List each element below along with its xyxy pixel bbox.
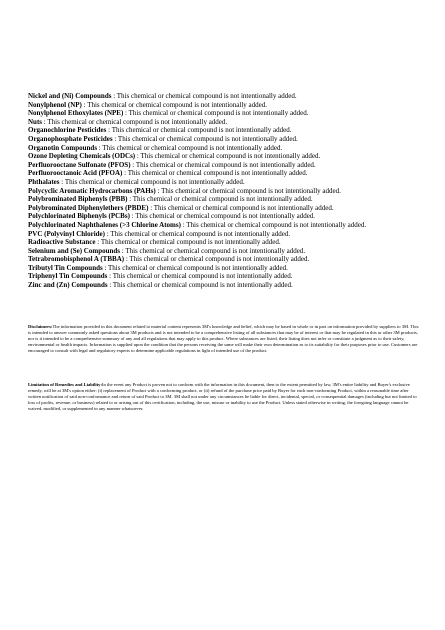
compound-statement: This chemical or chemical compound is not intentionally added. <box>116 92 297 100</box>
compound-row <box>28 178 428 187</box>
compound-statement: This chemical or chemical compound is not intentionally added. <box>102 143 283 152</box>
separator: : <box>107 272 113 281</box>
separator: : <box>81 100 88 109</box>
compound-name: Polybrominated Diphenylethers (PBDE) <box>28 203 149 212</box>
compound-statement: This chemical or chemical compound is not intentionally added. <box>100 238 281 247</box>
separator: : <box>123 109 129 118</box>
compound-statement: This chemical or chemical compound is not intentionally added. <box>135 212 316 221</box>
compound-name: Perfluorooctanoic Acid (PFOA) <box>28 169 123 178</box>
compound-name: Organochlorine Pesticides <box>28 126 107 135</box>
compound-name: Radioactive Substance <box>28 238 96 247</box>
compound-row <box>28 135 428 144</box>
compound-statement: This chemical or chemical compound is not intentionally added. <box>87 100 268 109</box>
disclaimer-paragraph <box>28 324 420 354</box>
separator: : <box>180 220 187 229</box>
separator: : <box>122 169 128 178</box>
compound-name: Selenium and (Se) Compounds <box>28 246 120 255</box>
separator: : <box>111 92 117 100</box>
compound-statement: This chemical or chemical compound is not intentionally added. <box>128 109 309 118</box>
compound-row <box>28 92 428 101</box>
compound-row <box>28 255 428 264</box>
separator: : <box>106 126 112 135</box>
separator: : <box>97 143 103 152</box>
compound-name: Phthalates <box>28 177 60 186</box>
compound-name: Ozone Depleting Chemicals (ODCs) <box>28 152 136 161</box>
separator: : <box>95 238 101 247</box>
compound-statement: This chemical or chemical compound is not intentionally added. <box>125 246 306 255</box>
compound-row <box>28 169 428 178</box>
compound-row <box>28 152 428 161</box>
limitation-heading: Limitation of Remedies and Liability: <box>28 382 103 387</box>
compound-statement: This chemical or chemical compound is not intentionally added. <box>153 203 334 212</box>
compound-name: Zinc and (Zn) Compounds <box>28 281 108 290</box>
compound-statement: This chemical or chemical compound is not intentionally added. <box>111 126 292 135</box>
compound-statement: This chemical or chemical compound is not intentionally added. <box>135 160 316 169</box>
compound-row <box>28 161 428 170</box>
separator: : <box>127 195 133 204</box>
compound-name: PVC (Polyvinyl Chloride) <box>28 229 105 238</box>
compound-name: Perfluorooctane Sulfonate (PFOS) <box>28 160 131 169</box>
compound-row <box>28 281 428 290</box>
separator: : <box>42 117 48 126</box>
compound-statement: This chemical or chemical compound is not intentionally added. <box>140 152 321 161</box>
separator: : <box>130 160 136 169</box>
compound-statement: This chemical or chemical compound is not intentionally added. <box>47 117 228 126</box>
compound-name: Polychlorinated Biphenyls (PCBs) <box>28 212 130 221</box>
compound-row <box>28 126 428 135</box>
compound-row <box>28 221 428 230</box>
compound-statement: This chemical or chemical compound is not intentionally added. <box>129 255 310 264</box>
compound-name: Nonylphenol (NP) <box>28 100 82 109</box>
compound-row <box>28 101 428 110</box>
compound-row <box>28 212 428 221</box>
compound-row <box>28 264 428 273</box>
disclaimer-body: The information provided in this document related to material content represents 3M's knowledge and belief, which may be based in whole or in part on information provided by suppliers to 3M. This is intended to answer commonly asked questions about 3M products and is not intended to be a comprehensive listing of all substances that may be of interest or that may be regulated in this or other 3M products, nor is it intended to be a comprehensive summary of any and all regulations that may apply to this product. Where substances are listed, their listing does not infer or constitute a judgment as to their safety, environmental or health impacts. Information is supplied upon the condition that the persons receiving the same will make their own determination as to its suitability for their purposes prior to use. Customers are encouraged to consult with legal and regulatory experts to determine applicable regulations in light of intended use of the product. <box>28 324 419 353</box>
compound-statement: This chemical or chemical compound is not intentionally added. <box>132 195 313 204</box>
separator: : <box>148 203 154 212</box>
separator: : <box>135 152 141 161</box>
compound-name: Polybrominated Biphenyls (PBB) <box>28 195 128 204</box>
disclaimer-heading: Disclaimers: <box>28 324 53 329</box>
compound-statement: This chemical or chemical compound is not intentionally added. <box>112 272 293 281</box>
compound-name: Organotin Compounds <box>28 143 98 152</box>
compound-statement: This chemical or chemical compound is not intentionally added. <box>127 169 308 178</box>
separator: : <box>107 281 113 290</box>
compound-statement: This chemical or chemical compound is not intentionally added. <box>117 134 298 143</box>
compound-row <box>28 195 428 204</box>
compound-name: Polychlorinated Naphthalenes (>3 Chlorine Atoms) <box>28 220 181 229</box>
compound-statement: This chemical or chemical compound is not intentionally added. <box>110 229 291 238</box>
separator: : <box>105 229 111 238</box>
separator: : <box>120 246 126 255</box>
compound-name: Nickel and (Ni) Compounds <box>28 92 112 100</box>
separator: : <box>155 186 162 195</box>
compound-statement: This chemical or chemical compound is not intentionally added. <box>64 177 245 186</box>
separator: : <box>124 255 130 264</box>
compound-row <box>28 109 428 118</box>
compound-statement: This chemical or chemical compound is not intentionally added. <box>112 281 293 290</box>
compound-name: Nonylphenol Ethoxylates (NPE) <box>28 109 124 118</box>
compound-row <box>28 272 428 281</box>
compound-statement: This chemical or chemical compound is not intentionally added. <box>108 263 288 272</box>
compound-name: Nuts <box>28 117 43 126</box>
compound-row <box>28 230 428 239</box>
limitation-paragraph <box>28 382 420 412</box>
compound-name: Polycyclic Aromatic Hydrocarbons (PAHs) <box>28 186 156 195</box>
compound-name: Tributyl Tin Compounds <box>28 263 103 272</box>
compound-row <box>28 247 428 256</box>
separator: : <box>129 212 136 221</box>
separator: : <box>112 134 118 143</box>
separator: : <box>59 177 65 186</box>
compound-statement: This chemical or chemical compound is not intentionally added. <box>161 186 341 195</box>
compound-statement: This chemical or chemical compound is not intentionally added. <box>186 220 367 229</box>
limitation-body: In the event any Product is proven not to conform with the information in this document, then to the extent permitted by law, 3M's entire liability and Buyer's exclusive remedy, will be at 3M's option either: (i) replacement of Product with a conforming product, or (ii) refund of the purchase price paid by Buyer for each non-conforming Product, within a reasonable time after written notification of said non-conformance and return of said Product to 3M. 3M shall not under any circumstances be liable for direct, incidental, special, or consequential damages (including but not limited to loss of profits, revenue, or business) related to or arising out of this certification, including, the use, misuse or inability to use the Product. Unless stated otherwise in writing, the foregoing language cannot be waived, modified, or supplemented in any manner whatsoever. <box>28 382 417 411</box>
separator: : <box>102 263 109 272</box>
compound-row <box>28 238 428 247</box>
compound-name: Organophosphate Pesticides <box>28 134 113 143</box>
compound-row <box>28 187 428 196</box>
compound-row <box>28 144 428 153</box>
compound-row <box>28 204 428 213</box>
compound-name: Tetrabromobisphenol A (TBBA) <box>28 255 125 264</box>
compound-list <box>28 92 428 290</box>
compound-row <box>28 118 428 127</box>
compound-name: Triphenyl Tin Compounds <box>28 272 108 281</box>
